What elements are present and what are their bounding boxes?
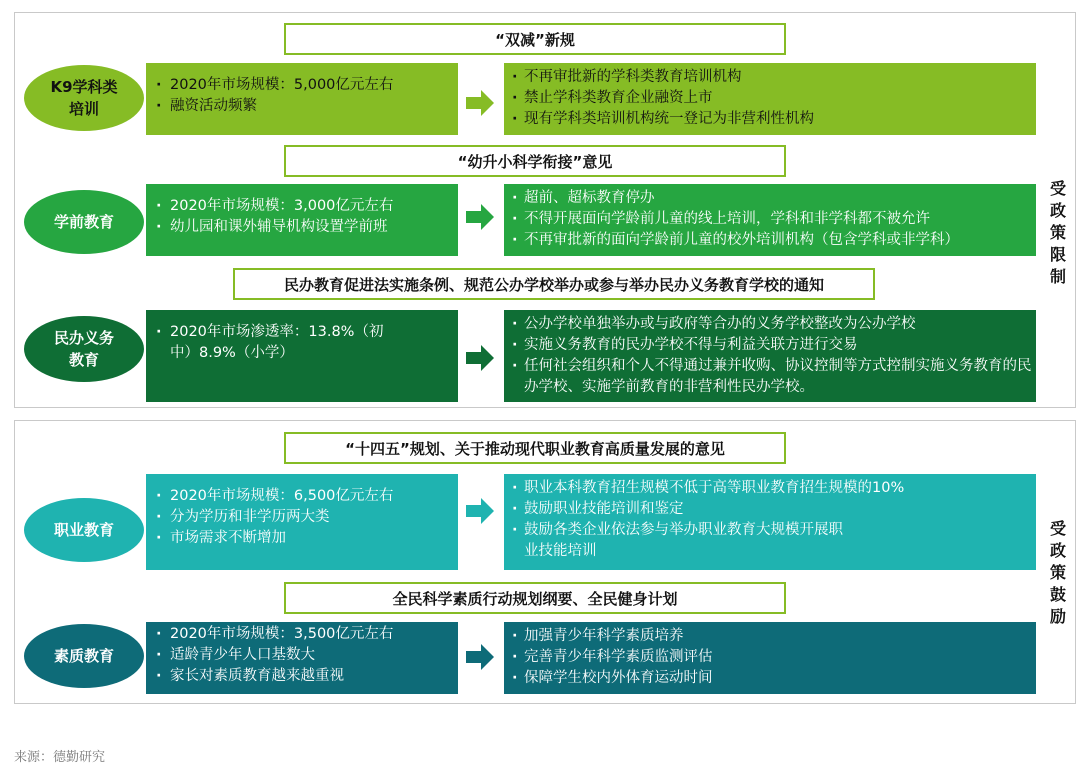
market-list [146,63,458,117]
effects-list [504,622,1036,689]
category-vocational: 职业教育 [24,498,144,562]
policy-banner: “十四五”规划、关于推动现代职业教育高质量发展的意见 [284,432,786,464]
arrow-right-icon [466,345,494,371]
effect-item: · 任何社会组织和个人不得通过兼并收购、协议控制等方式控制实施义务教育的民办学校、实施学前教育的非营利性民办学校。 [508,356,1036,398]
market-item: · 分为学历和非学历两大类 [152,507,458,528]
category-label: K9学科类培训 [50,78,118,118]
market-item: · 幼儿园和课外辅导机构设置学前班 [152,217,458,238]
market-item: · 2020年市场规模：6,500亿元左右 [152,486,458,507]
policy-effects-box [504,310,1036,402]
policy-effects-box [504,63,1036,135]
effects-list [504,63,1036,130]
market-item: · 融资活动频繁 [152,96,458,117]
effect-item: · 不再审批新的学科类教育培训机构 [508,67,1036,88]
effects-list [504,184,1036,251]
policy-effects-box [504,184,1036,256]
market-item: · 2020年市场规模：3,000亿元左右 [152,196,458,217]
effect-item: · 鼓励职业技能培训和鉴定 [508,499,1036,520]
market-item: · 市场需求不断增加 [152,528,458,549]
market-item: · 家长对素质教育越来越重视 [152,666,458,687]
market-list [146,474,458,549]
category-quality-education: 素质教育 [24,624,144,688]
effect-item: · 超前、超标教育停办 [508,188,1036,209]
source-note: 来源：德勤研究 [14,750,106,765]
market-item: · 2020年市场规模：3,500亿元左右 [152,624,458,645]
policy-banner: “幼升小科学衔接”意见 [284,145,786,177]
arrow-right-icon [466,204,494,230]
side-label-encouraged: 受政策鼓励 [1049,519,1066,626]
effects-list [504,310,1036,398]
market-item: · 2020年市场渗透率：13.8%（初中）8.9%（小学） [152,322,458,364]
category-preschool: 学前教育 [24,190,144,254]
policy-banner: 民办教育促进法实施条例、规范公办学校举办或参与举办民办义务教育学校的通知 [233,268,875,300]
effect-item: · 加强青少年科学素质培养 [508,626,1036,647]
effect-item: · 现有学科类培训机构统一登记为非营利性机构 [508,109,1036,130]
effect-item: · 禁止学科类教育企业融资上市 [508,88,1036,109]
market-box [146,474,458,570]
policy-effects-box [504,474,1036,570]
arrow-right-icon [466,498,494,524]
policy-effects-box [504,622,1036,694]
market-item: · 2020年市场规模：5,000亿元左右 [152,75,458,96]
category-k9 [24,65,144,131]
category-private-compulsory [24,316,144,382]
market-item: · 适龄青少年人口基数大 [152,645,458,666]
effect-item: · 不再审批新的面向学龄前儿童的校外培训机构（包含学科或非学科） [508,230,1036,251]
market-box [146,622,458,694]
policy-banner: 全民科学素质行动规划纲要、全民健身计划 [284,582,786,614]
effect-item: · 实施义务教育的民办学校不得与利益关联方进行交易 [508,335,1036,356]
market-box [146,310,458,402]
market-list [146,310,458,364]
effect-item: · 职业本科教育招生规模不低于高等职业教育招生规模的10% [508,478,1036,499]
effect-item: · 鼓励各类企业依法参与举办职业教育大规模开展职业技能培训 [508,520,1036,562]
effect-item: · 完善青少年科学素质监测评估 [508,647,1036,668]
market-list [146,184,458,238]
effect-item: · 保障学生校内外体育运动时间 [508,668,1036,689]
effects-list [504,474,1036,562]
market-list [146,622,458,687]
effect-item: · 不得开展面向学龄前儿童的线上培训，学科和非学科都不被允许 [508,209,1036,230]
arrow-right-icon [466,644,494,670]
policy-banner: “双减”新规 [284,23,786,55]
market-box [146,63,458,135]
effect-item: · 公办学校单独举办或与政府等合办的义务学校整改为公办学校 [508,314,1036,335]
market-box [146,184,458,256]
side-label-restricted: 受政策限制 [1049,179,1066,286]
arrow-right-icon [466,90,494,116]
category-label: 民办义务教育 [53,329,114,369]
